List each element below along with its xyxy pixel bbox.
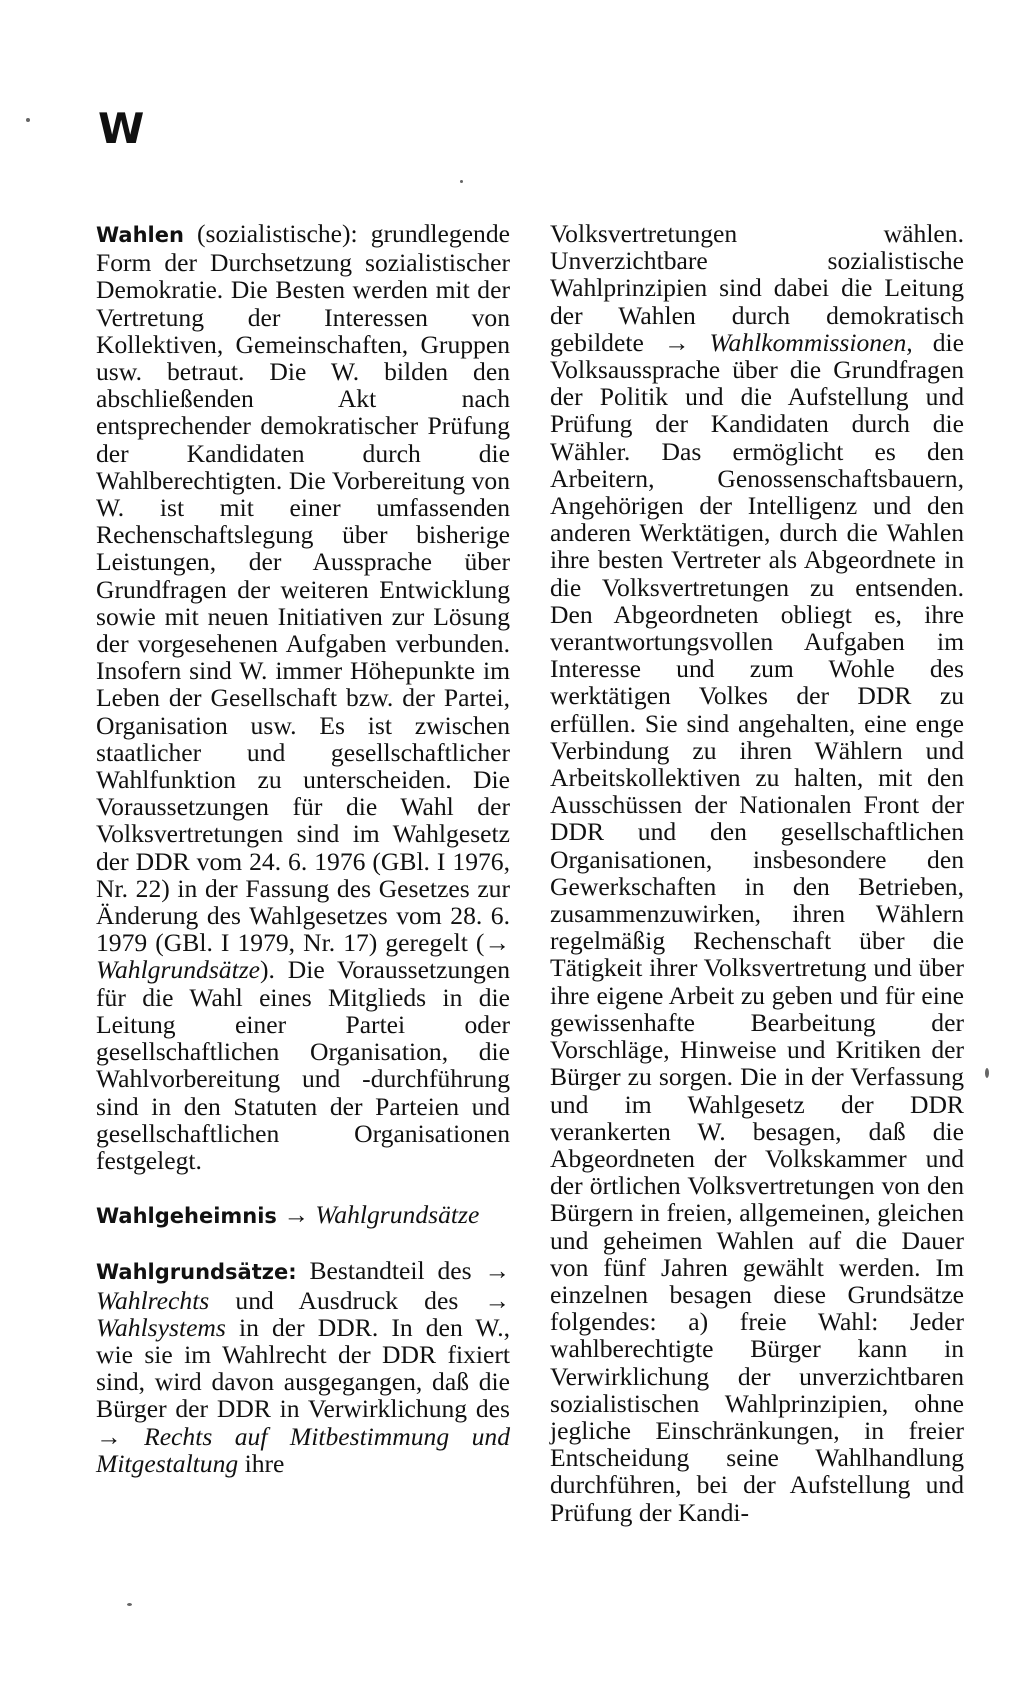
right-column (550, 220, 964, 1553)
left-column (96, 220, 510, 1504)
headword-wahlen: Wahlen (96, 223, 184, 247)
entry-text: ihre (238, 1448, 285, 1478)
scan-speck (985, 1068, 989, 1078)
scan-speck (460, 180, 463, 183)
scan-speck (26, 118, 30, 122)
headword-wahlgeheimnis: Wahlgeheimnis (96, 1204, 277, 1229)
entry-text: Bestandteil des → (296, 1256, 510, 1286)
entry-text: die Volksaussprache über die Grundfragen der Politik und die Aufstellung und Prüfung der Kandidaten durch die Wähler. Das ermöglicht es den Arbeitern, Genossenschaftsbauern, Angehörigen der Intelligenz und den anderen Werktätigen, durch die Wahlen ihre besten Vertreter als Abgeordnete in die Volksvertretungen zu entsenden. Den Abgeordneten obliegt es, ihre verantwortungsvollen Aufgaben im Interesse und zum Wohle des werktätigen Volkes der DDR zu erfüllen. Sie sind angehalten, eine enge Verbindung zu ihren Wählern und Arbeitskollektiven zu halten, mit den Ausschüssen der Nationalen Front der DDR und den gesellschaftlichen Organisationen, insbesondere den Gewerkschaften in den Betrieben, zusammenzuwirken, ihren Wählern regelmäßig Rechenschaft über die Tätigkeit ihrer Volksvertretung und über ihre eigene Arbeit zu geben und für eine gewissenhafte Bearbeitung der Vorschläge, Hinweise und Kritiken der Bürger zu sorgen. Die in der Verfassung und im Wahlgesetz der DDR verankerten W. besagen, daß die Abgeordneten der Volkskammer und der örtlichen Volksvertretungen von den Bürgern in freien, allgemeinen, gleichen und geheimen Wahlen auf die Dauer von fünf Jahren gewählt werden. Im einzelnen besagen diese Grundsätze folgendes: a) freie Wahl: Jeder wahlberechtigte Bürger kann in Verwirklichung der unverzichtbaren sozialistischen Wahlprinzipien, ohne jegliche Einschränkungen, in freier Entscheidung seine Wahlhandlung durchführen, bei der Aufstellung und Prüfung der Kandi- (550, 327, 964, 1527)
cross-reference: Wahlkommissionen, (709, 327, 913, 357)
entry-wahlgrundsaetze (96, 1257, 510, 1477)
headword-wahlgrundsaetze: Wahlgrundsätze: (96, 1260, 297, 1285)
entry-text: Volksvertretungen wählen. Unverzichtbare sozialistische Wahlprinzipien sind dabei die Leitung der Wahlen durch demokratisch gebildete → (550, 219, 964, 357)
section-letter: W (98, 104, 144, 153)
cross-reference: Rechts auf Mitbestimmung und Mitgestaltung (96, 1421, 510, 1478)
entry-text: in der DDR. In den W., wie sie im Wahlrecht der DDR fixiert sind, wird davon ausgegangen, daß die Bürger der DDR in Verwirklichung des → (96, 1312, 510, 1451)
entry-wahlen (96, 220, 510, 1174)
cross-reference: Wahlsystems (96, 1312, 226, 1342)
cross-reference: Wahlgrundsätze (315, 1200, 480, 1230)
entry-text: (sozialistische): grundlegende Form der Durchsetzung sozialistischer Demokratie. Die Besten werden mit der Vertretung der Interessen von Kollektiven, Gemeinschaften, Gruppen usw. betraut. Die W. bilden den abschließenden Akt nach entsprechender demokratischer Prüfung der Kandidaten durch die Wahlberechtigten. Die Vorbereitung von W. ist mit einer umfassenden Rechenschaftslegung über bisherige Leistungen, der Aussprache über Grundfragen der weiteren Entwicklung sowie mit neuen Initiativen zur Lösung der vorgesehenen Aufgaben verbunden. Insofern sind W. immer Höhepunkte im Leben der Gesellschaft bzw. der Partei, Organisation usw. Es ist zwischen staatlicher und gesellschaftlicher Wahlfunktion zu unterscheiden. Die Voraussetzungen für die Wahl der Volksvertretungen sind im Wahlgesetz der DDR vom 24. 6. 1976 (GBl. I 1976, Nr. 22) in der Fassung des Gesetzes zur Änderung des Wahlgesetzes vom 28. 6. 1979 (GBl. I 1979, Nr. 17) geregelt (→ (96, 219, 510, 958)
entry-text: → (276, 1200, 316, 1230)
scan-speck (127, 1603, 132, 1606)
cross-reference: Wahlgrundsätze (96, 955, 261, 985)
cross-reference: Wahlrechts (96, 1285, 210, 1315)
entry-text: ). Die Voraussetzungen für die Wahl eines Mitglieds in die Leitung einer Partei oder gesellschaftlichen Organisation, die Wahlvorbereitung und -durchführung sind in den Statuten der Parteien und gesellschaftlichen Organisationen festgelegt. (96, 955, 510, 1175)
entry-text: und Ausdruck des → (209, 1285, 510, 1315)
entry-wahlgeheimnis (96, 1201, 510, 1230)
entry-wahlgrundsaetze-continued (550, 220, 964, 1526)
